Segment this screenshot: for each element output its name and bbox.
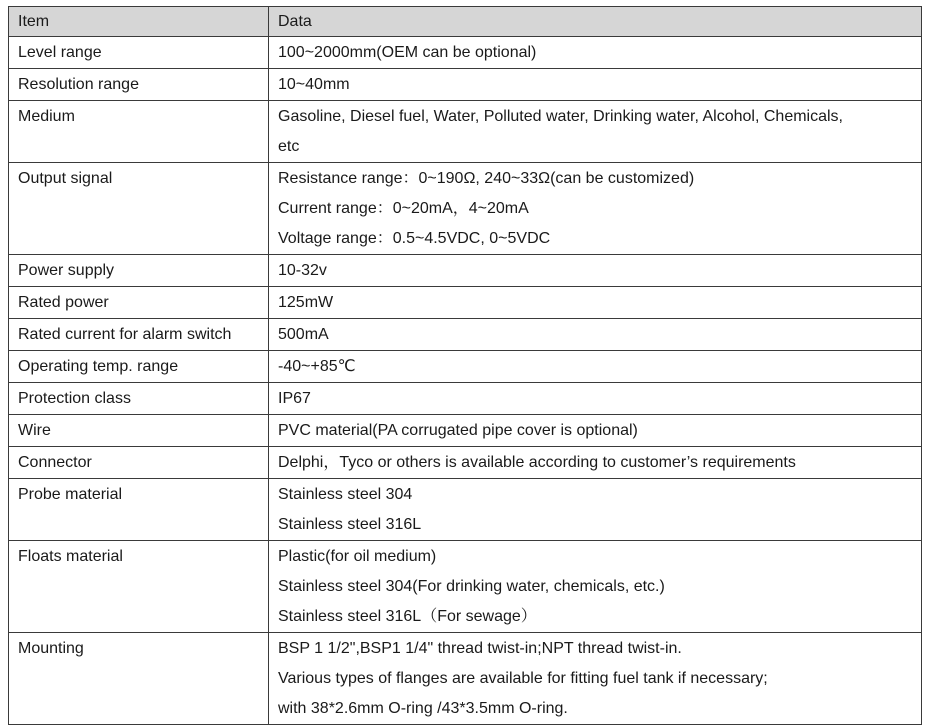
row-value-cell — [269, 101, 922, 163]
row-value-line: Plastic(for oil medium) — [278, 548, 437, 565]
row-value-line: IP67 — [278, 390, 311, 407]
row-value-cell — [269, 447, 922, 479]
row-value-line: 500mA — [278, 326, 329, 343]
table-row — [9, 383, 922, 415]
row-item-label: Output signal — [9, 163, 269, 255]
row-item-label: Mounting — [9, 633, 269, 725]
table-row — [9, 541, 922, 633]
header-row — [9, 7, 922, 37]
row-value-cell — [269, 351, 922, 383]
table-row — [9, 479, 922, 541]
row-value-line: 10~40mm — [278, 76, 350, 93]
table-row — [9, 351, 922, 383]
row-value-line: Stainless steel 316L（For sewage） — [278, 608, 537, 625]
row-value-line: Resistance range：0~190Ω, 240~33Ω(can be customized) — [278, 170, 695, 187]
row-value-cell — [269, 287, 922, 319]
row-item-label: Protection class — [9, 383, 269, 415]
row-value-line: etc — [278, 138, 300, 155]
table-row — [9, 447, 922, 479]
row-value-line: Gasoline, Diesel fuel, Water, Polluted water, Drinking water, Alcohol, Chemicals, — [278, 108, 843, 125]
row-value-cell — [269, 633, 922, 725]
row-value-cell — [269, 479, 922, 541]
row-item-label: Floats material — [9, 541, 269, 633]
row-value-cell — [269, 415, 922, 447]
row-value-line: Stainless steel 304 — [278, 486, 413, 503]
row-value-cell — [269, 383, 922, 415]
row-value-cell — [269, 255, 922, 287]
row-item-label: Wire — [9, 415, 269, 447]
table-row — [9, 37, 922, 69]
row-value-line: Stainless steel 304(For drinking water, chemicals, etc.) — [278, 578, 665, 595]
row-value-line: -40~+85℃ — [278, 358, 356, 375]
spec-table-body — [9, 37, 922, 725]
row-value-line: Delphi，Tyco or others is available according to customer’s requirements — [278, 454, 796, 471]
table-row — [9, 101, 922, 163]
header-item: Item — [9, 7, 269, 37]
row-item-label: Medium — [9, 101, 269, 163]
table-row — [9, 287, 922, 319]
table-row — [9, 633, 922, 725]
table-row — [9, 69, 922, 101]
table-row — [9, 255, 922, 287]
row-item-label: Connector — [9, 447, 269, 479]
spec-table-header — [9, 7, 922, 37]
row-item-label: Probe material — [9, 479, 269, 541]
row-item-label: Rated current for alarm switch — [9, 319, 269, 351]
row-value-cell — [269, 319, 922, 351]
row-item-label: Resolution range — [9, 69, 269, 101]
row-value-line: Various types of flanges are available for fitting fuel tank if necessary; — [278, 670, 768, 687]
row-value-line: 100~2000mm(OEM can be optional) — [278, 44, 537, 61]
row-item-label: Power supply — [9, 255, 269, 287]
row-value-line: Voltage range：0.5~4.5VDC, 0~5VDC — [278, 230, 551, 247]
row-value-cell — [269, 37, 922, 69]
row-item-label: Rated power — [9, 287, 269, 319]
row-value-line: Current range：0~20mA，4~20mA — [278, 200, 529, 217]
row-item-label: Level range — [9, 37, 269, 69]
header-data: Data — [269, 7, 922, 37]
spec-table — [8, 6, 922, 725]
row-value-line: PVC material(PA corrugated pipe cover is optional) — [278, 422, 638, 439]
row-value-line: Stainless steel 316L — [278, 516, 422, 533]
table-row — [9, 415, 922, 447]
row-value-line: 10-32v — [278, 262, 327, 279]
table-row — [9, 319, 922, 351]
row-value-line: 125mW — [278, 294, 334, 311]
row-item-label: Operating temp. range — [9, 351, 269, 383]
row-value-line: BSP 1 1/2",BSP1 1/4" thread twist-in;NPT thread twist-in. — [278, 640, 682, 657]
row-value-cell — [269, 69, 922, 101]
row-value-line: with 38*2.6mm O-ring /43*3.5mm O-ring. — [278, 700, 568, 717]
table-row — [9, 163, 922, 255]
row-value-cell — [269, 541, 922, 633]
row-value-cell — [269, 163, 922, 255]
